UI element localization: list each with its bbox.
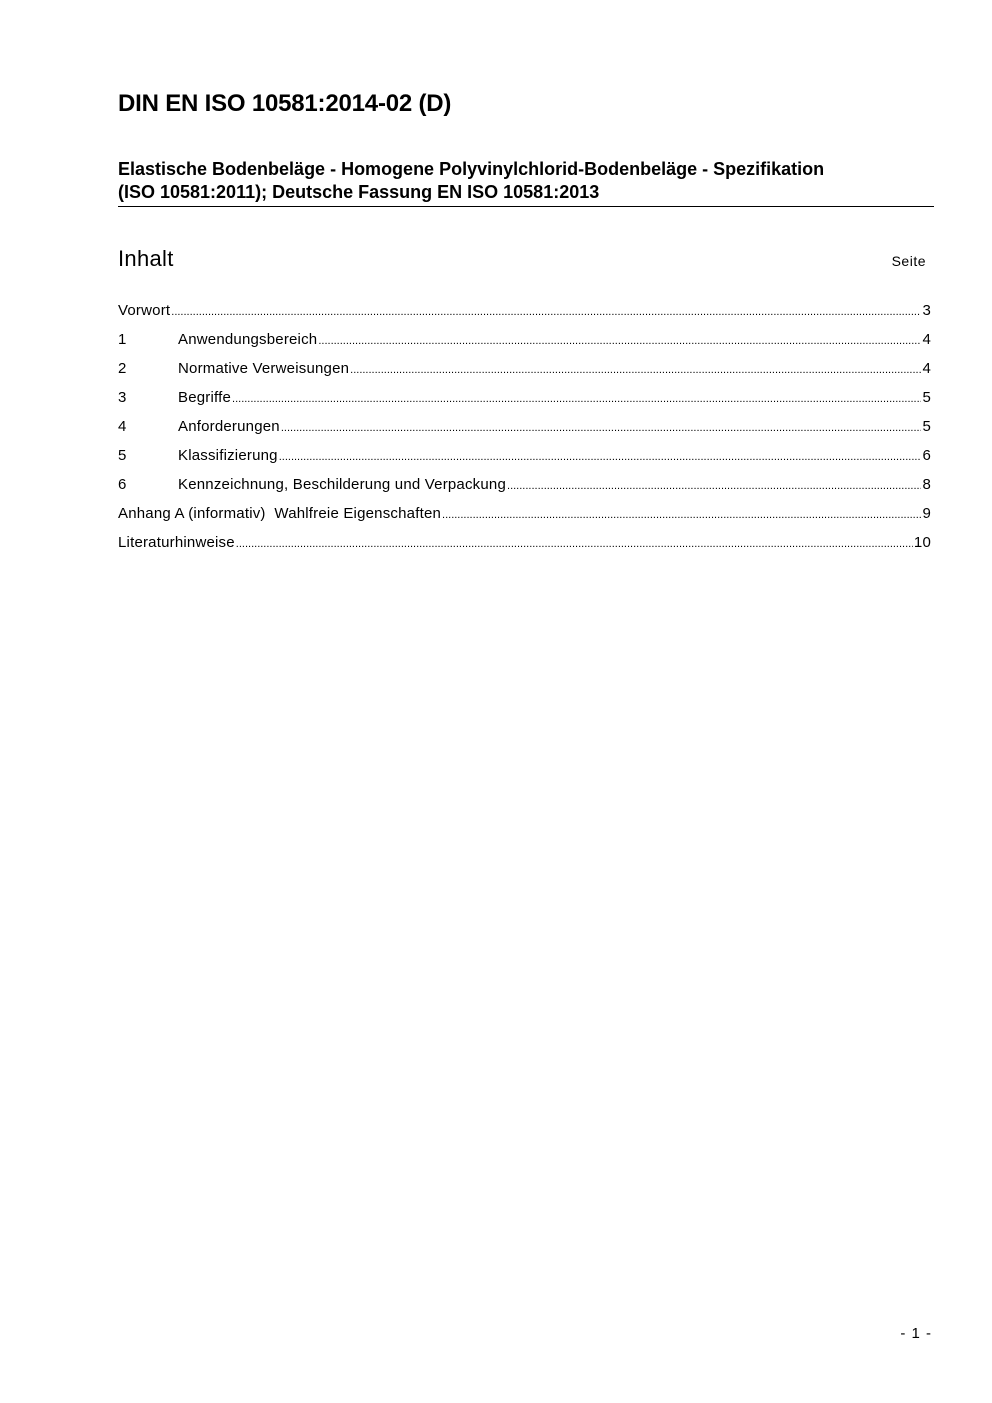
toc-entry-page: 4: [922, 331, 931, 348]
toc-entry-anforderungen[interactable]: [118, 417, 931, 446]
toc-entry-page: 9: [922, 505, 931, 522]
toc-entry-title: Begriffe: [178, 389, 232, 406]
toc-entry-title: Vorwort: [118, 302, 171, 319]
toc-entry-vorwort[interactable]: [118, 301, 931, 330]
toc-entry-title: Klassifizierung: [178, 447, 278, 464]
toc-dot-leader: [232, 388, 921, 409]
toc-entry-title: Kennzeichnung, Beschilderung und Verpackung: [178, 476, 507, 493]
toc-entry-begriffe[interactable]: [118, 388, 931, 417]
toc-entry-anhang-a[interactable]: [118, 504, 931, 533]
toc-heading-row: [118, 245, 926, 275]
toc-heading: Inhalt: [118, 246, 174, 271]
toc-entry-number: 6: [118, 476, 127, 493]
toc-entry-title: Normative Verweisungen: [178, 360, 350, 377]
toc-dot-leader: [281, 417, 922, 438]
document-title: [118, 158, 934, 207]
toc-dot-leader: [442, 504, 921, 525]
toc-entry-annex-note: (informativ): [188, 505, 266, 522]
page-number: - 1 -: [900, 1325, 932, 1342]
toc-entry-number: 3: [118, 389, 127, 406]
toc-entry-page: 5: [922, 389, 931, 406]
toc-entry-title: Literaturhinweise: [118, 534, 235, 551]
document-header: [118, 88, 934, 120]
toc-entry-anwendungsbereich[interactable]: [118, 330, 931, 359]
toc-entry-literaturhinweise[interactable]: [118, 533, 931, 562]
toc-entry-title: Wahlfreie Eigenschaften: [274, 505, 442, 522]
toc-entry-page: 8: [922, 476, 931, 493]
toc-entry-page: 5: [922, 418, 931, 435]
toc-entry-number: 5: [118, 447, 127, 464]
toc-dot-leader: [279, 446, 922, 467]
toc-entry-number: 1: [118, 331, 127, 348]
toc-entry-annex-prefix: Anhang A: [118, 505, 184, 522]
toc-entry-number: 4: [118, 418, 127, 435]
toc-entry-klassifizierung[interactable]: [118, 446, 931, 475]
table-of-contents: [118, 301, 931, 562]
toc-entry-kennzeichnung[interactable]: [118, 475, 931, 504]
toc-dot-leader: [507, 475, 921, 496]
document-title-line-1: Elastische Bodenbeläge - Homogene Polyvinylchlorid-Bodenbeläge - Spezifikation: [118, 159, 825, 179]
toc-entry-page: 4: [922, 360, 931, 377]
toc-entry-title: Anwendungsbereich: [178, 331, 318, 348]
toc-page-column-heading: Seite: [891, 253, 926, 269]
toc-entry-page: 6: [922, 447, 931, 464]
document-title-line-2: (ISO 10581:2011); Deutsche Fassung EN ISO 10581:2013: [118, 182, 600, 202]
toc-entry-page: 10: [913, 534, 931, 551]
toc-dot-leader: [236, 533, 913, 554]
toc-dot-leader: [350, 359, 921, 380]
toc-dot-leader: [171, 301, 921, 322]
toc-entry-normative-verweisungen[interactable]: [118, 359, 931, 388]
toc-entry-number: 2: [118, 360, 127, 377]
toc-entry-page: 3: [922, 302, 931, 319]
toc-dot-leader: [318, 330, 921, 351]
toc-entry-title: Anforderungen: [178, 418, 280, 435]
document-number: DIN EN ISO 10581:2014-02 (D): [118, 90, 452, 117]
toc-entry-title-group: [118, 504, 441, 524]
